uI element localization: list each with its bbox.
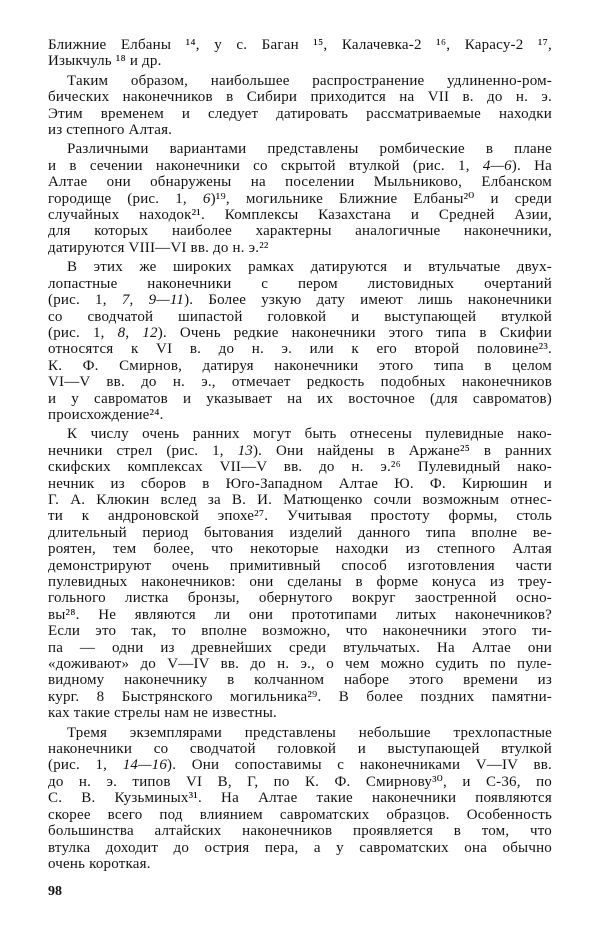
figure-ref-italic: 6 xyxy=(202,190,211,207)
text-line: наконечники со сводчатой головкой и выступающей втулкой xyxy=(48,741,552,758)
text-line: роятен, тем более, что некоторые находки из степного Алтая xyxy=(48,541,552,558)
text-line: из степного Алтая. xyxy=(48,122,173,139)
paragraph xyxy=(48,725,552,873)
text-line: «доживают» до V—IV вв. до н. э., о чем можно судить по пуле- xyxy=(48,656,552,673)
text-line: па — одни из древнейших среди втульчатых. На Алтае они xyxy=(48,639,552,656)
text-line: ти к андроновской эпохе²⁷. Учитывая простоту формы, столь xyxy=(48,508,552,525)
text-line: Если это так, то вполне возможно, что наконечники этого ти- xyxy=(48,623,552,640)
text-line: демонстрируют очень примитивный способ изготовления части xyxy=(48,557,552,574)
text-line: Изыкчуль ¹⁸ и др. xyxy=(48,53,162,70)
body-text xyxy=(48,37,552,872)
text-line: и у савроматов и указывает на их восточное (для савроматов) xyxy=(48,390,552,407)
text-line: происхождение²⁴. xyxy=(48,406,164,423)
paragraph xyxy=(48,426,552,721)
figure-ref-italic: 7 xyxy=(121,292,130,309)
text-line: Этим временем и следует датировать рассматриваемые находки xyxy=(48,105,552,122)
text-line: длительный период бытования изделий данного типа вполне ве- xyxy=(48,524,552,541)
text-line: втулка доходит до острия пера, а у савроматских она обычно xyxy=(48,839,552,856)
text-line: очень короткая. xyxy=(48,855,151,872)
page-number: 98 xyxy=(48,884,62,899)
text-line: С. В. Кузьминых³¹. На Алтае такие наконечники появляются xyxy=(48,790,552,807)
text-line: нечники стрел (рис. 1, 13). Они найдены в Аржане²⁵ в ранних xyxy=(48,442,552,459)
text-line: (рис. 1, 14—16). Они сопоставимы с наконечниками V—IV вв. xyxy=(48,757,552,774)
text-line: до н. э. типов VI В, Г, по К. Ф. Смирнову³⁰, и С-36, по xyxy=(48,773,552,790)
figure-ref-italic: 4—6 xyxy=(482,157,512,174)
text-line: Г. А. Клюкин вслед за В. И. Матющенко сочли возможным отнес- xyxy=(48,491,552,508)
text-line: кург. 8 Быстрянского могильника²⁹. В более поздних памятни- xyxy=(48,688,552,705)
text-line: вы²⁸. Не являются ли они прототипами литых наконечников? xyxy=(48,606,552,623)
text-line: относятся к VI в. до н. э. или к его второй половине²³. xyxy=(48,341,552,358)
text-line: (рис. 1, 8, 12). Очень редкие наконечники этого типа в Скифии xyxy=(48,324,552,341)
text-line: для которых наиболее характерны аналогичные наконечники, xyxy=(48,223,552,240)
figure-ref-italic: 14—16 xyxy=(122,757,168,774)
text-line: В этих же широких рамках датируются и втульчатые двух- xyxy=(67,259,552,276)
paragraph xyxy=(48,259,552,423)
paragraph xyxy=(48,37,552,70)
text-line: (рис. 1, 7, 9—11). Более узкую дату имеют лишь наконечники xyxy=(48,292,552,309)
text-line: лопастные наконечники с пером листовидных очертаний xyxy=(48,275,552,292)
figure-ref-italic: 12 xyxy=(142,324,158,341)
text-line: городище (рис. 1, 6)¹⁹, могильнике Ближние Елбаны²⁰ и среди xyxy=(48,190,552,207)
text-line: К. Ф. Смирнов, датируя наконечники этого типа в целом xyxy=(48,357,552,374)
text-line: гольного листка бронзы, обернутого вокруг заостренной осно- xyxy=(48,590,552,607)
text-line: бических наконечников в Сибири приходится на VII в. до н. э. xyxy=(48,89,552,106)
text-line: датируются VIII—VI вв. до н. э.²² xyxy=(48,239,269,256)
paragraph xyxy=(48,141,552,256)
text-line: К числу очень ранних могут быть отнесены пулевидные нако- xyxy=(67,426,552,443)
text-line: со сводчатой шипастой головкой и выступающей втулкой xyxy=(48,308,552,325)
text-line: случайных находок²¹. Комплексы Казахстана и Средней Азии, xyxy=(48,207,552,224)
text-line: Алтае они обнаружены на поселении Мыльниково, Елбанском xyxy=(48,174,552,191)
text-line: Различными вариантами представлены ромбические в плане xyxy=(67,141,552,158)
figure-ref-italic: 13 xyxy=(237,442,253,459)
text-line: и в сечении наконечники со скрытой втулкой (рис. 1, 4—6). На xyxy=(48,157,552,174)
text-line: скифских комплексах VII—V вв. до н. э.²⁶ Пулевидный нако- xyxy=(48,459,552,476)
text-line: скорее всего под влиянием савроматских образцов. Особенность xyxy=(48,806,552,823)
text-line: ках такие стрелы нам не известны. xyxy=(48,705,277,722)
text-line: видному наконечнику в колчанном наборе этого времени из xyxy=(48,672,552,689)
text-line: пулевидных наконечников: они сделаны в форме конуса из треу- xyxy=(48,574,552,590)
text-line: Ближние Елбаны ¹⁴, у с. Баган ¹⁵, Калачевка-2 ¹⁶, Карасу-2 ¹⁷, xyxy=(48,37,552,53)
paragraph xyxy=(48,73,552,139)
text-line: нечник из сборов в Юго-Западном Алтае Ю. Ф. Кирюшин и xyxy=(48,475,552,492)
figure-ref-italic: 9—11 xyxy=(148,292,185,309)
text-line: VI—V вв. до н. э., отмечает редкость подобных наконечников xyxy=(48,374,552,391)
text-line: Таким образом, наибольшее распространение удлиненно-ром- xyxy=(67,72,552,89)
text-line: Тремя экземплярами представлены небольшие трехлопастные xyxy=(67,724,552,741)
text-line: большинства алтайских наконечников проявляется в том, что xyxy=(48,823,552,840)
figure-ref-italic: 8 xyxy=(117,324,126,341)
